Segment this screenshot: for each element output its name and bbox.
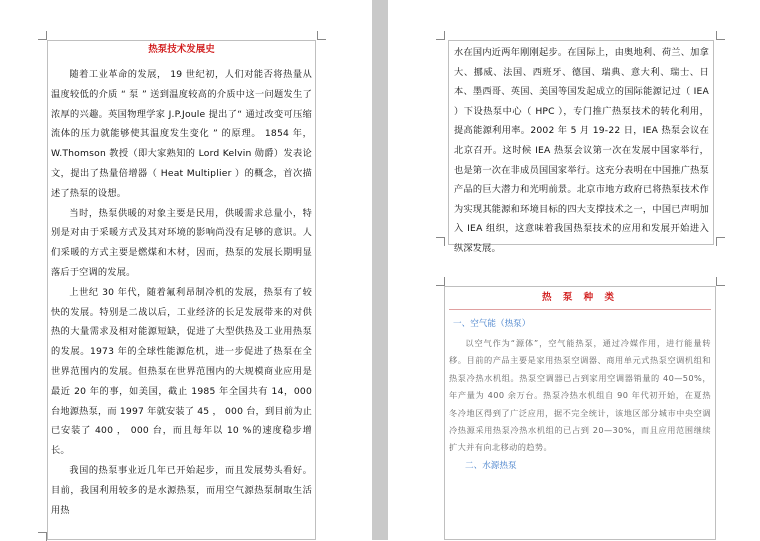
paragraph-2: 当时，热泵供暖的对象主要是民用，供暖需求总量小，特别是对由于采暖方式及其对环境的影响尚没有足够的意识。人们采暖的方式主要是燃煤和木材，因而，热泵的发展长期明显落后于空调的发展。 <box>51 207 312 278</box>
corner-mark-top-right-2 <box>716 277 725 286</box>
left-text-box[interactable] <box>47 40 316 540</box>
corner-mark-bottom-left <box>436 237 445 246</box>
corner-mark-bottom-right <box>716 237 725 246</box>
corner-mark-top-right <box>317 31 326 40</box>
section-heading-water-source: 二、水源热泵 <box>465 460 517 471</box>
paragraph-1: 随着工业革命的发展， 19 世纪初，人们对能否将热量从温度较低的介质 “ 泵 ” 送到温度较高的介质中这一问题发生了浓厚的兴趣。英国物理学家 J.P.Joule 提出了“ 通过改变可压缩流体的压力就能够使其温度发生变化 ” 的原理。 1854 年，W.Thomson 教授（即大家熟知的 Lord Kelvin 勋爵）发表论文，提出了热量倍增器（ Heat Multiplier ）的概念，首次描述了热泵的设想。 <box>51 69 312 199</box>
corner-mark-bottom-left <box>38 532 47 541</box>
document-title: 热泵技术发展史 <box>148 44 215 55</box>
continuation-paragraph: 水在国内近两年刚刚起步。在国际上，由奥地利、荷兰、加拿大、挪威、法国、西班牙、德国、瑞典、意大利、瑞士、日本、墨西哥、英国、美国等国发起成立的国际能源记过（ IEA ）下设热泵中心（ HPC ），专门推广热泵技术的转化利用，提高能源利用率。2002 年 5 月 19-22 日，IEA 热泵会议在北京召开。这时候 IEA 热泵会议第一次在发展中国家举行，也是第一次在非成员国国家举行。这充分表明在中国推广热泵产品的巨大潜力和光明前景。北京市地方政府已将热泵技术作为实现其能源和环境目标的四大支撑技术之一，中国已声明加入 IEA 组织，这意味着我国热泵技术的应用和发展开始进入纵深发展。 <box>454 47 709 254</box>
paragraph-3: 上世纪 30 年代，随着氟利昂制冷机的发展，热泵有了较快的发展。特别是二战以后，工业经济的长足发展带来的对供热的大量需求及相对能源短缺，促进了大型供热及工业用热泵的发展。1973 年的全球性能源危机，进一步促进了热泵在全世界范围内的发展。但热泵在世界范围内的大规模商业应用是最近 20 年的事，如美国，截止 1985 年全国共有 14，000 台地源热泵，而 1997 年就安装了 45 ， 000 台，到目前为止已安装了 400 ， 000 台，而且每年以 10 %的速度稳步增长。 <box>51 286 312 457</box>
section-text-air-source: 以空气作为“源体”，空气能热泵，通过冷媒作用，进行能量转移。目前的产品主要是家用热泵空调器、商用单元式热泵空调机组和热泵冷热水机组。热泵空调器已占到家用空调器销量的 40—50%，年产量为 400 余万台。热泵冷热水机组自 90 年代初开始，在夏热冬冷地区得到了广泛应用，据不完全统计，该地区部分城市中央空调冷热源采用热泵冷热水机组的已占到 20—30%，而且应用范围继续扩大并有向北移动的趋势。 <box>449 338 711 453</box>
corner-mark-top-left-2 <box>436 277 445 286</box>
types-title-bar <box>449 289 711 310</box>
right-page <box>388 0 760 540</box>
section-heading-air-source: 一、空气能（热泵） <box>453 319 531 329</box>
paragraph-4: 我国的热泵事业近几年已开始起步，而且发展势头看好。目前，我国利用较多的是水源热泵，而用空气源热泵制取生活用热 <box>51 464 312 516</box>
continuation-text-box[interactable] <box>448 40 714 254</box>
page-gutter <box>372 0 388 540</box>
types-title: 热 泵 种 类 <box>542 292 618 303</box>
corner-mark-top-left <box>436 31 445 40</box>
corner-mark-top-right <box>716 31 725 40</box>
heat-pump-types-box[interactable] <box>444 286 716 540</box>
left-page <box>0 0 372 540</box>
corner-mark-top-left <box>38 31 47 40</box>
